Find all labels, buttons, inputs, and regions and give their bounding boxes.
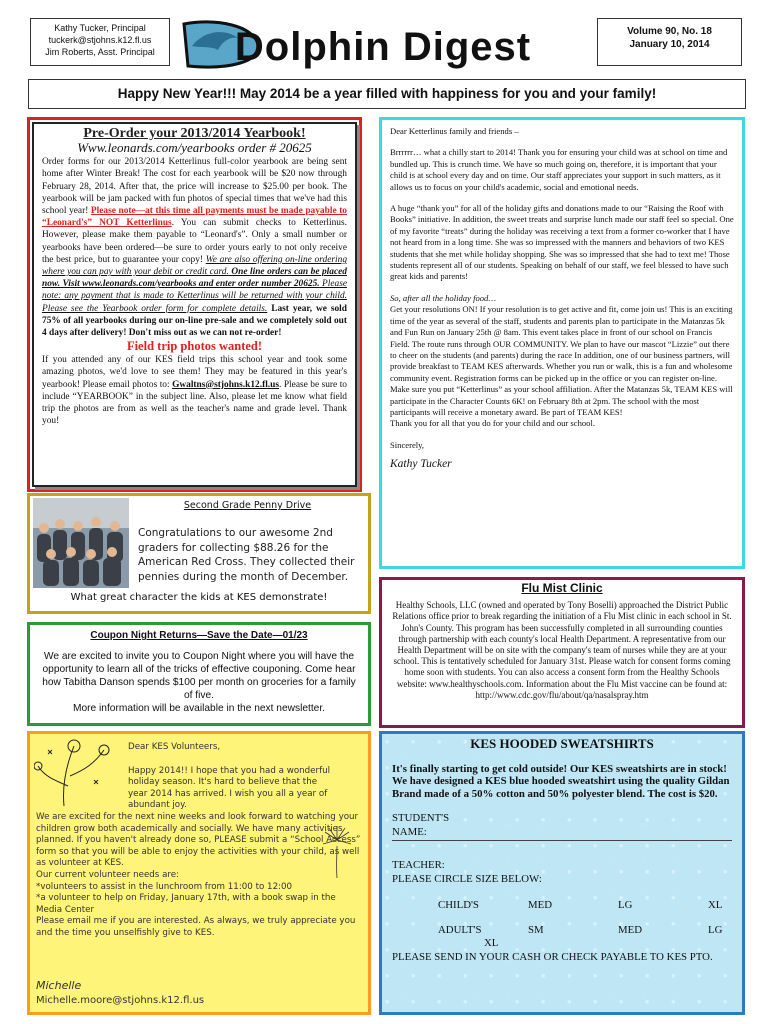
student-label: STUDENT'S [392, 812, 450, 824]
volunteers-need-2: *a volunteer to help on Friday, January 17th, with a book swap in the Media Center [36, 893, 336, 915]
masthead-title: Dolphin Digest [234, 25, 532, 69]
circle-size-instruction: PLEASE CIRCLE SIZE BELOW: [392, 872, 542, 885]
adult-size-xl: XL [484, 937, 499, 949]
volunteers-section [27, 731, 371, 1015]
yearbook-online-link[interactable]: One line orders can be placed now. Visit www.leonards.com/yearbooks and enter order number 20625. [42, 267, 347, 290]
letter-greeting: Dear Ketterlinus family and friends – [390, 126, 519, 136]
issue-info-box [597, 18, 742, 66]
field-trip-paragraph: If you attended any of our KES field trips this school year and took some amazing photos, we'd love to see them! They may be featured in this year's yearbook! Please email photos to: [42, 355, 347, 390]
volunteers-need-1: *volunteers to assist in the lunchroom from 11:00 to 12:00 [36, 881, 293, 892]
principal-letter [379, 117, 745, 569]
coupon-night-section [27, 622, 371, 726]
yearbook-sold-out-note: Last year, we sold 75% of all yearbooks during our on-line pre-sale and we completely sold out 4 days after delivery! Don't miss out as we can not re-order! [42, 303, 347, 339]
child-sizes-row [392, 899, 732, 912]
child-size-xl: XL [708, 899, 723, 911]
sweatshirts-description: It's finally starting to get cold outside! Our KES sweatshirts are in stock! We have designed a KES blue hooded sweatshirt using the quality Gildan Brand made of a 50% cotton and 50% polyester blend. The cost is $20. [392, 762, 730, 800]
letter-paragraph-3: Get your resolutions ON! If your resolution is to get active and fit, come join us! This is an exciting time of the year as several of the staff, students and parents plan to participate in the Matanzas 5k and Fun Run on January 25th @ 8am. This event takes place in front of our school on Francis Field. The route runs through OUR COMMUNITY. We plan to have our mascot “Lizzie” out there to cheer on the students (and parents) during the race In addition, one of our business partners, will provide breakfast to TEAM KES afterwards. Whether you run or walk, this is a fun and wholesome community event. Registration forms can be picked up in the office or you can register on-line. Make sure you put “Ketterlinus” as your school affiliation. After the Matanzas 5k, TEAM KES will participate in the Character Counts 6K! on February 8th at 2pm. The school with the most participants will receive a monetary award. Be part of TEAM KES! Thank you for all that you do for your child and our school. [390, 304, 733, 429]
coupon-night-title: Coupon Night Returns—Save the Date—01/23 [90, 630, 308, 641]
field-trip-email-link[interactable]: Gwaltns@stjohns.k12.fl.us [172, 379, 280, 390]
volunteers-intro: Happy 2014!! I hope that you had a wonderful holiday season. It's hard to believe that the year 2014 has arrived. I wish you all a year of abundant joy. [128, 765, 331, 811]
new-year-banner: Happy New Year!!! May 2014 be a year filled with happiness for you and your family! [28, 79, 746, 109]
volunteers-greeting: Dear KES Volunteers, [128, 742, 221, 752]
adult-size-lg: LG [708, 924, 723, 936]
sweatshirts-section [379, 731, 745, 1015]
yearbook-payment-note: Please note—at this time all payments must be made payable to “Leonard's” NOT Ketterlinus [42, 206, 347, 229]
field-trip-title: Field trip photos wanted! [126, 339, 263, 354]
letter-paragraph-3-lead: So, after all the holiday food… [390, 292, 496, 303]
assistant-principal-name: Jim Roberts, Asst. Principal [45, 47, 155, 57]
adult-size-med: MED [618, 924, 642, 936]
yearbook-section [27, 117, 362, 492]
volunteers-paragraph-2: Please email me if you are interested. As always, we truly appreciate you and the time you unselfishly give to KES. [36, 916, 356, 938]
flower-doodle-icon [34, 736, 116, 808]
flu-mist-title: Flu Mist Clinic [521, 581, 603, 595]
name-blank-line [392, 840, 732, 841]
child-size-lg: LG [618, 899, 633, 911]
principal-contact-box [30, 18, 170, 66]
penny-drive-footer: What great character the kids at KES demonstrate! [70, 592, 328, 603]
sweatshirts-payment-note: PLEASE SEND IN YOUR CASH OR CHECK PAYABLE TO KES PTO. [392, 951, 713, 963]
name-label: NAME: [392, 825, 427, 838]
masthead-logo [178, 16, 588, 72]
yearbook-online-ordering: We are also offering on-line ordering where you can pay with your debit or credit card. [42, 254, 348, 278]
class-photo [33, 498, 129, 588]
letter-paragraph-1: Brrrrrr… what a chilly start to 2014! Thank you for ensuring your child was at school on time and bundled up. This is crunch time. We have so much going on, therefore, it is important that your child is at school every day and on time. Our staff appreciates your support in such matters, as it allows us to focus on your child's academic, social and emotional needs. [390, 147, 728, 192]
letter-signature: Kathy Tucker [390, 458, 452, 471]
penny-drive-body: Congratulations to our awesome 2nd graders for collecting $88.26 for the American Red Cross. They collected their pennies during the month of December. [138, 527, 355, 583]
flu-mist-body: Healthy Schools, LLC (owned and operated by Tony Boselli) approached the District Public Relations office prior to break regarding the initiation of a Flu Mist clinic in each school in St. John's County. This program has been successfully completed in all surrounding counties through partnership with each county's local Health Department. A representative from our Health Department will be on site with the company's team of nurses while they are at your school. This is tentatively scheduled for January 31st. Please watch for consent forms coming home soon with students. You can also access a consent form from the Healthy Schools website: www.healthyschools.com. Information about the Flu Mist vaccine can be found at: http://www.cdc.gov/flu/about/qa/nasalspray.htm [392, 600, 732, 700]
letter-paragraph-2: A huge “thank you” for all of the holiday gifts and donations made to our “Raising the Roof with Books” initiative. In addition, the sweet treats and surprise lunch made our staff feel so special. One of my favorite “treats” during the holiday was receiving a text from a former co-worker that I have not heard from in a long time. She was so impressed with the manners and behaviors of two KES students that she met while holiday shopping. She was so impressed that she had to text me! Those students represent all of our students. Speaking on behalf of our staff, we feel blessed to have such great kids and parents! [390, 203, 734, 282]
principal-email: tuckerk@stjohns.k12.fl.us [48, 35, 152, 45]
yearbook-text [42, 156, 347, 339]
coupon-night-body: We are excited to invite you to Coupon Night where you will have the opportunity to learn all of the tricks of effective couponing. Come hear how Tabitha Danson spends $100 per month on groceries for a family of five. [42, 651, 356, 701]
yearbook-paragraph-1: Order forms for our 2013/2014 Ketterlinus full-color yearbook are being sent home after Winter Break! The cost for each yearbook will be $20 now through February 28, 2014. After that, the price will increase to $25.00 per book. The yearbook will be jam packed with fun photos of special times that we've had this school year! [42, 157, 347, 217]
penny-drive-title: Second Grade Penny Drive [183, 500, 312, 511]
field-trip-paragraph-2: . Please be sure to include “YEARBOOK” in the subject line. Also, please let me know what field trip the photos are from as well as the teacher's name and grade level. Thank you! [42, 379, 347, 427]
adult-sizes-row [392, 924, 732, 949]
child-label: CHILD'S [438, 899, 479, 911]
teacher-label: TEACHER: [392, 859, 445, 871]
adult-size-sm: SM [528, 924, 544, 936]
sweatshirts-title: KES HOODED SWEATSHIRTS [470, 736, 654, 751]
issue-date: January 10, 2014 [629, 39, 710, 50]
yearbook-title: Pre-Order your 2013/2014 Yearbook! [83, 126, 306, 141]
volunteers-email-link[interactable]: Michelle.moore@stjohns.k12.fl.us [36, 995, 205, 1006]
adult-label: ADULT'S [438, 924, 482, 936]
coupon-night-more-info: More information will be available in the next newsletter. [73, 703, 325, 714]
yearbook-paragraph-2: . You can submit checks to Ketterlinus. However, please make them payable to “Leonard's”. Only a small number or yearbooks have been ordered—be sure to order yours early to not only receive the best price, but to guarantee your copy! [42, 218, 347, 265]
letter-paragraph-4: Thank you for all that you do for your child and our school. [390, 418, 596, 429]
child-size-med: MED [528, 899, 552, 911]
penny-drive-section [27, 493, 371, 614]
dandelion-doodle-icon [312, 820, 362, 880]
flu-mist-section [379, 577, 745, 728]
volunteers-signature: Michelle [36, 979, 82, 992]
yearbook-order-line: Www.leonards.com/yearbooks order # 20625 [77, 140, 312, 156]
volunteers-needs-title: Our current volunteer needs are: [36, 869, 180, 880]
yearbook-online-note: Please note: any payment that is made to Ketterlinus will be returned with your child. Please see the Yearbook order form for complete details. [42, 279, 347, 314]
letter-closing: Sincerely, [390, 439, 425, 450]
volunteers-paragraph-1: We are excited for the next nine weeks and look forward to watching your children grow both academically and socially. We have many activities planned. If you haven't already done so, PLEASE submit a “School Access” form so that you will be able to enjoy the activities with your child, as well as volunteer at KES. [36, 811, 361, 869]
issue-volume: Volume 90, No. 18 [627, 26, 712, 37]
field-trip-text [42, 354, 347, 427]
principal-name: Kathy Tucker, Principal [54, 23, 146, 33]
